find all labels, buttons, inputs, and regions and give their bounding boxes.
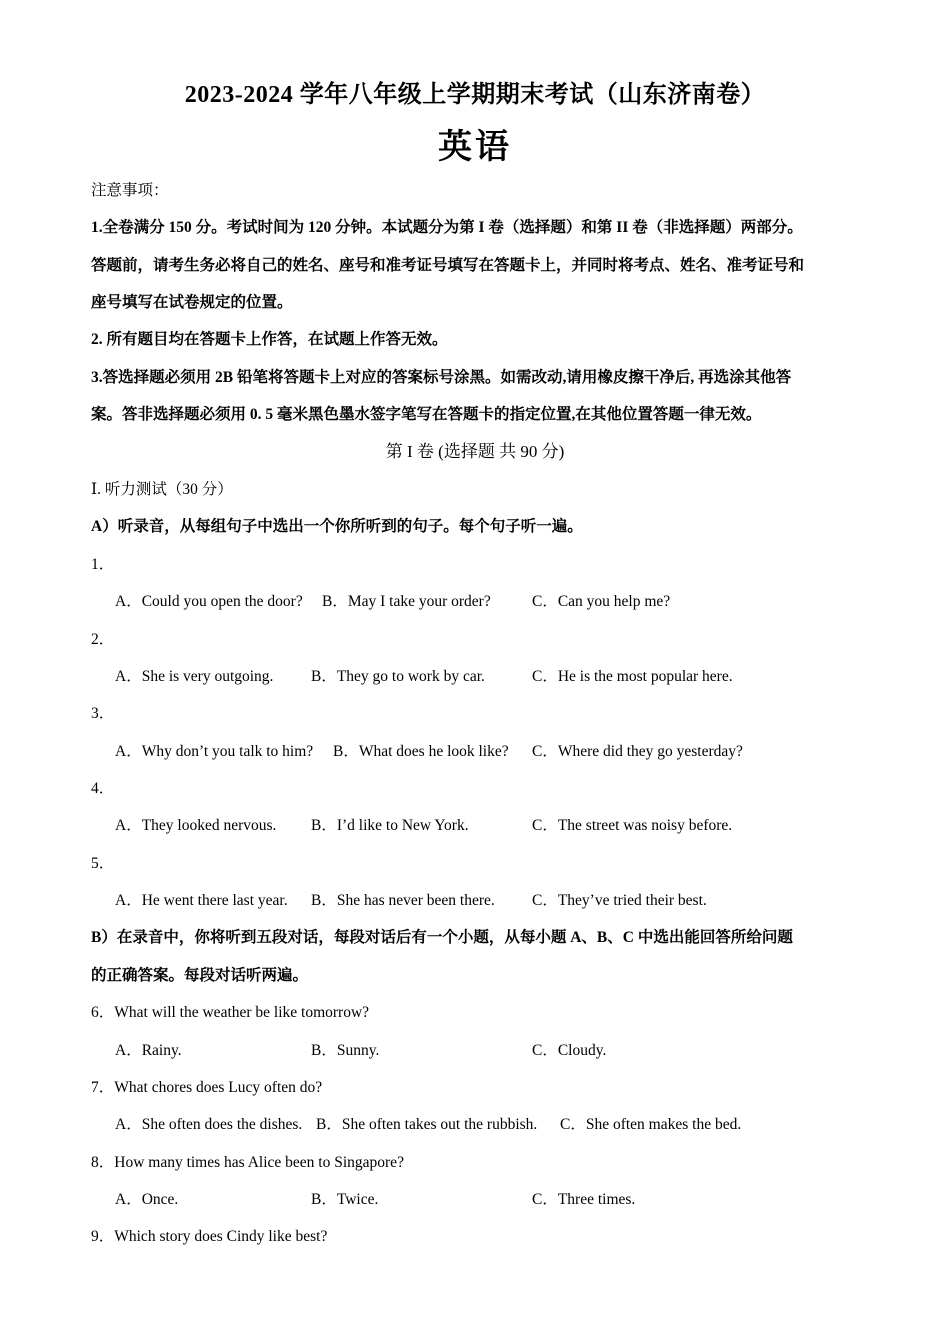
question-stem: 9．Which story does Cindy like best? [91, 1228, 328, 1245]
notice-item-1-line-3: 座号填写在试卷规定的位置。 [91, 294, 293, 311]
option-a: A．Once. [115, 1191, 179, 1208]
section-a-instruction: A）听录音，从每组句子中选出一个你所听到的句子。每个句子听一遍。 [91, 518, 583, 535]
option-b: B．She often takes out the rubbish. [316, 1116, 538, 1133]
option-a: A．He went there last year. [115, 892, 288, 909]
notice-item-2: 2. 所有题目均在答题卡上作答，在试题上作答无效。 [91, 331, 448, 348]
section-b-instruction-line-1: B）在录音中，你将听到五段对话，每段对话后有一个小题，从每小题 A、B、C 中选出能回答所给问题 [91, 929, 793, 946]
option-a: A．Rainy. [115, 1042, 182, 1059]
volume-title: 第 I 卷 (选择题 共 90 分) [385, 442, 565, 461]
option-c: C．Can you help me? [532, 593, 671, 610]
option-c: C．They’ve tried their best. [532, 892, 707, 909]
notice-heading: 注意事项： [91, 182, 169, 199]
option-a: A．Why don’t you talk to him? [115, 743, 314, 760]
option-c: C．She often makes the bed. [560, 1116, 742, 1133]
notice-item-3-line-2: 案。答非选择题必须用 0. 5 毫米黑色墨水签字笔写在答题卡的指定位置,在其他位置答题一律无效。 [91, 406, 762, 423]
question-stem: 8．How many times has Alice been to Singapore? [91, 1154, 404, 1171]
notice-item-1-line-2: 答题前，请考生务必将自己的姓名、座号和准考证号填写在答题卡上，并同时将考点、姓名、准考证号和 [91, 257, 805, 274]
notice-item-3-line-1: 3.答选择题必须用 2B 铅笔将答题卡上对应的答案标号涂黑。如需改动,请用橡皮擦干净后, 再选涂其他答 [91, 369, 792, 386]
question-number: 4． [91, 780, 115, 797]
question-number: 1． [91, 556, 115, 573]
option-c: C．Cloudy. [532, 1042, 607, 1059]
option-c: C．Where did they go yesterday? [532, 743, 743, 760]
option-c: C．Three times. [532, 1191, 636, 1208]
option-b: B．She has never been there. [311, 892, 495, 909]
option-b: B．Sunny. [311, 1042, 380, 1059]
option-b: B．May I take your order? [322, 593, 491, 610]
subject-title: 英语 [438, 129, 512, 166]
option-b: B．They go to work by car. [311, 668, 485, 685]
option-b: B．I’d like to New York. [311, 817, 469, 834]
part1-heading: Ⅰ. 听力测试（30 分） [91, 481, 233, 498]
question-stem: 7．What chores does Lucy often do? [91, 1079, 323, 1096]
option-c: C．He is the most popular here. [532, 668, 733, 685]
question-stem: 6．What will the weather be like tomorrow? [91, 1004, 370, 1021]
option-a: A．They looked nervous. [115, 817, 277, 834]
option-b: B．Twice. [311, 1191, 379, 1208]
option-a: A．She often does the dishes. [115, 1116, 303, 1133]
section-b-instruction-line-2: 的正确答案。每段对话听两遍。 [91, 967, 309, 984]
question-number: 3． [91, 705, 115, 722]
question-number: 2． [91, 631, 115, 648]
option-c: C．The street was noisy before. [532, 817, 733, 834]
notice-item-1-line-1: 1.全卷满分 150 分。考试时间为 120 分钟。本试题分为第 I 卷（选择题）和第 II 卷（非选择题）两部分。 [91, 219, 803, 236]
question-number: 5． [91, 855, 115, 872]
option-a: A．Could you open the door? [115, 593, 303, 610]
exam-title: 2023-2024 学年八年级上学期期末考试（山东济南卷） [184, 82, 766, 108]
option-a: A．She is very outgoing. [115, 668, 274, 685]
option-b: B．What does he look like? [333, 743, 509, 760]
